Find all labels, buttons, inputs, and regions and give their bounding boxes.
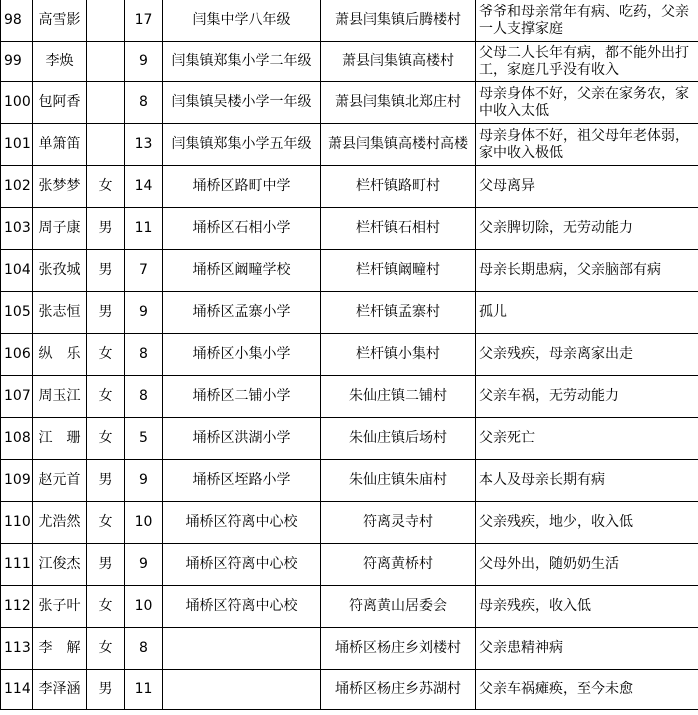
row-number: 99 [1, 42, 33, 82]
row-number: 98 [1, 0, 33, 42]
student-age: 8 [125, 334, 163, 376]
hardship-reason: 母亲长期患病，父亲脑部有病 [476, 250, 698, 292]
row-number: 104 [1, 250, 33, 292]
home-address: 萧县闫集镇北郑庄村 [321, 82, 476, 124]
home-address: 朱仙庄镇后场村 [321, 418, 476, 460]
student-school: 闫集镇郑集小学五年级 [163, 124, 321, 166]
row-number: 103 [1, 208, 33, 250]
row-number: 110 [1, 502, 33, 544]
row-number: 112 [1, 586, 33, 628]
student-name: 赵元首 [33, 460, 87, 502]
student-name: 张梦梦 [33, 166, 87, 208]
table-row [1, 82, 698, 124]
hardship-reason: 父母二人长年有病，都不能外出打工，家庭几乎没有收入 [476, 42, 698, 82]
home-address: 栏杆镇石相村 [321, 208, 476, 250]
student-name: 李 解 [33, 628, 87, 670]
row-number: 114 [1, 670, 33, 710]
student-gender: 女 [87, 334, 125, 376]
home-address: 栏杆镇小集村 [321, 334, 476, 376]
student-age: 11 [125, 670, 163, 710]
student-school: 闫集镇吴楼小学一年级 [163, 82, 321, 124]
student-gender: 女 [87, 418, 125, 460]
hardship-reason: 母亲身体不好，祖父母年老体弱，家中收入极低 [476, 124, 698, 166]
student-name: 尤浩然 [33, 502, 87, 544]
home-address: 栏杆镇孟寨村 [321, 292, 476, 334]
student-school: 埇桥区符离中心校 [163, 586, 321, 628]
hardship-reason: 父亲残疾，母亲离家出走 [476, 334, 698, 376]
student-age: 9 [125, 460, 163, 502]
student-gender: 男 [87, 544, 125, 586]
student-gender [87, 0, 125, 42]
student-age: 11 [125, 208, 163, 250]
table-row [1, 418, 698, 460]
table-row [1, 0, 698, 42]
table-row [1, 376, 698, 418]
student-gender: 女 [87, 502, 125, 544]
home-address: 朱仙庄镇二铺村 [321, 376, 476, 418]
student-name: 李泽涵 [33, 670, 87, 710]
student-name: 李焕 [33, 42, 87, 82]
home-address: 符离灵寺村 [321, 502, 476, 544]
row-number: 105 [1, 292, 33, 334]
student-age: 13 [125, 124, 163, 166]
hardship-reason: 母亲残疾，收入低 [476, 586, 698, 628]
student-gender: 男 [87, 670, 125, 710]
student-school: 埇桥区孟寨小学 [163, 292, 321, 334]
student-name: 纵 乐 [33, 334, 87, 376]
student-school: 闫集镇郑集小学二年级 [163, 42, 321, 82]
row-number: 100 [1, 82, 33, 124]
student-school [163, 628, 321, 670]
student-name: 周玉江 [33, 376, 87, 418]
table-row [1, 208, 698, 250]
table-row [1, 544, 698, 586]
hardship-reason: 父母离异 [476, 166, 698, 208]
row-number: 106 [1, 334, 33, 376]
row-number: 102 [1, 166, 33, 208]
hardship-reason: 父亲患精神病 [476, 628, 698, 670]
hardship-reason: 爷爷和母亲常年有病、吃药，父亲一人支撑家庭 [476, 0, 698, 42]
student-gender: 女 [87, 628, 125, 670]
row-number: 113 [1, 628, 33, 670]
table-row [1, 628, 698, 670]
student-age: 10 [125, 502, 163, 544]
student-gender [87, 42, 125, 82]
student-age: 8 [125, 628, 163, 670]
student-school: 埇桥区垤路小学 [163, 460, 321, 502]
row-number: 111 [1, 544, 33, 586]
hardship-reason: 孤儿 [476, 292, 698, 334]
row-number: 108 [1, 418, 33, 460]
hardship-reason: 母亲身体不好，父亲在家务农，家中收入太低 [476, 82, 698, 124]
student-name: 江 珊 [33, 418, 87, 460]
student-age: 14 [125, 166, 163, 208]
student-school: 埇桥区符离中心校 [163, 544, 321, 586]
home-address: 符离黄山居委会 [321, 586, 476, 628]
student-gender [87, 82, 125, 124]
home-address: 栏杆镇路町村 [321, 166, 476, 208]
student-school: 埇桥区二铺小学 [163, 376, 321, 418]
student-age: 9 [125, 544, 163, 586]
student-name: 包阿香 [33, 82, 87, 124]
home-address: 埇桥区杨庄乡刘楼村 [321, 628, 476, 670]
student-gender: 男 [87, 460, 125, 502]
hardship-reason: 父亲残疾，地少，收入低 [476, 502, 698, 544]
hardship-reason: 父亲死亡 [476, 418, 698, 460]
student-name: 高雪影 [33, 0, 87, 42]
student-gender: 男 [87, 208, 125, 250]
home-address: 萧县闫集镇高楼村 [321, 42, 476, 82]
student-school: 埇桥区洪湖小学 [163, 418, 321, 460]
home-address: 萧县闫集镇高楼村高楼 [321, 124, 476, 166]
student-gender [87, 124, 125, 166]
home-address: 萧县闫集镇后腾楼村 [321, 0, 476, 42]
table-row [1, 166, 698, 208]
table-row [1, 670, 698, 710]
hardship-reason: 父亲脾切除，无劳动能力 [476, 208, 698, 250]
student-age: 9 [125, 42, 163, 82]
table-row [1, 42, 698, 82]
student-age: 8 [125, 82, 163, 124]
table-row [1, 334, 698, 376]
home-address: 朱仙庄镇朱庙村 [321, 460, 476, 502]
student-school: 闫集中学八年级 [163, 0, 321, 42]
home-address: 栏杆镇阚疃村 [321, 250, 476, 292]
table-row [1, 586, 698, 628]
student-name: 周子康 [33, 208, 87, 250]
row-number: 101 [1, 124, 33, 166]
student-age: 5 [125, 418, 163, 460]
hardship-reason: 父亲车祸瘫痪，至今未愈 [476, 670, 698, 710]
student-school: 埇桥区小集小学 [163, 334, 321, 376]
row-number: 109 [1, 460, 33, 502]
student-name: 单箫笛 [33, 124, 87, 166]
hardship-reason: 父母外出，随奶奶生活 [476, 544, 698, 586]
hardship-reason: 父亲车祸，无劳动能力 [476, 376, 698, 418]
table-row [1, 460, 698, 502]
table-row [1, 250, 698, 292]
student-age: 8 [125, 376, 163, 418]
row-number: 107 [1, 376, 33, 418]
table-row [1, 124, 698, 166]
table-body [1, 0, 698, 710]
student-gender: 女 [87, 166, 125, 208]
hardship-reason: 本人及母亲长期有病 [476, 460, 698, 502]
student-age: 17 [125, 0, 163, 42]
student-age: 7 [125, 250, 163, 292]
student-name: 张子叶 [33, 586, 87, 628]
student-age: 10 [125, 586, 163, 628]
student-school: 埇桥区路町中学 [163, 166, 321, 208]
table-row [1, 292, 698, 334]
student-gender: 男 [87, 292, 125, 334]
student-school [163, 670, 321, 710]
student-school: 埇桥区石相小学 [163, 208, 321, 250]
student-name: 张志恒 [33, 292, 87, 334]
student-name: 江俊杰 [33, 544, 87, 586]
student-name: 张孜城 [33, 250, 87, 292]
student-gender: 男 [87, 250, 125, 292]
student-gender: 女 [87, 586, 125, 628]
home-address: 符离黄桥村 [321, 544, 476, 586]
home-address: 埇桥区杨庄乡苏湖村 [321, 670, 476, 710]
student-age: 9 [125, 292, 163, 334]
student-school: 埇桥区阚疃学校 [163, 250, 321, 292]
table-row [1, 502, 698, 544]
student-school: 埇桥区符离中心校 [163, 502, 321, 544]
student-gender: 女 [87, 376, 125, 418]
